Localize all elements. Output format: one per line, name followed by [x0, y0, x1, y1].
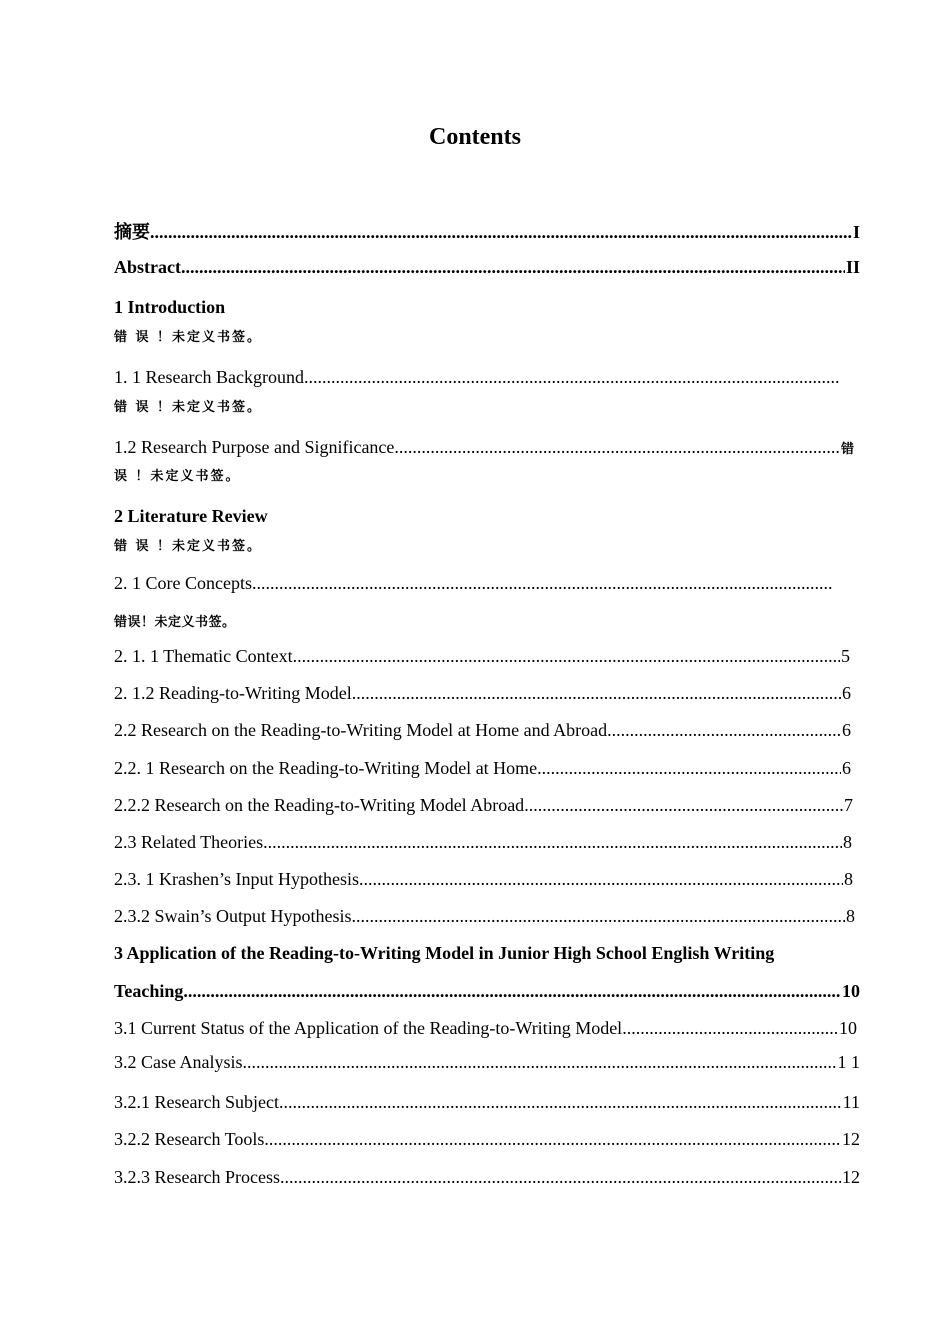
toc-entry-2-2-2[interactable] — [114, 795, 853, 819]
leader-dots — [293, 646, 840, 667]
toc-page-number: 10 — [839, 1018, 857, 1038]
toc-entry-3-2-1[interactable] — [114, 1092, 860, 1116]
toc-page-number: 6 — [842, 720, 851, 740]
leader-dots — [280, 1167, 841, 1188]
toc-entry-label: 2.2 Research on the Reading-to-Writing Model at Home and Abroad — [114, 720, 608, 740]
leader-dots — [181, 257, 845, 278]
toc-entry-label: 3.2 Case Analysis — [114, 1052, 243, 1072]
toc-entry-2-3-1[interactable] — [114, 869, 853, 893]
toc-page-number: 5 — [841, 646, 850, 666]
toc-page-number: 6 — [842, 683, 851, 703]
leader-dots — [263, 832, 842, 853]
leader-dots — [607, 720, 841, 741]
toc-page-number: 8 — [844, 869, 853, 889]
leader-dots — [183, 981, 841, 1002]
toc-page-number: 12 — [842, 1167, 860, 1187]
leader-dots — [150, 222, 852, 242]
toc-entry-label: 2.3. 1 Krashen’s Input Hypothesis — [114, 869, 359, 889]
toc-entry-label: 2.2. 1 Research on the Reading-to-Writing Model at Home — [114, 758, 538, 778]
leader-dots — [352, 906, 845, 927]
toc-page-number: 错 — [840, 442, 854, 457]
toc-entry-2-1[interactable] — [114, 573, 832, 597]
toc-page-number: 1 1 — [837, 1052, 860, 1072]
toc-entry-label: 2 Literature Review — [114, 506, 268, 526]
toc-entry-label: 1 Introduction — [114, 297, 226, 317]
toc-entry-3-2-2[interactable] — [114, 1129, 860, 1153]
toc-entry-label: 2. 1.2 Reading-to-Writing Model — [114, 683, 352, 703]
toc-page-number: I — [852, 222, 860, 242]
bookmark-error-text: 误 ！未定义书签。 — [114, 469, 241, 484]
leader-dots — [622, 1018, 838, 1039]
toc-entry-label: Abstract — [114, 257, 181, 277]
toc-entry-chapter-1[interactable] — [114, 297, 860, 321]
toc-page-number: 8 — [843, 832, 852, 852]
toc-page-number: II — [845, 257, 860, 277]
toc-entry-chapter-2[interactable] — [114, 506, 860, 530]
toc-entry-2-2[interactable] — [114, 720, 851, 744]
leader-dots — [537, 758, 841, 779]
toc-entry-1-1[interactable] — [114, 367, 840, 391]
leader-dots — [359, 869, 843, 890]
bookmark-error-text: 错误！未定义书签。 — [114, 615, 236, 630]
toc-entry-3-2-3[interactable] — [114, 1167, 860, 1191]
toc-entry-2-3-2[interactable] — [114, 906, 855, 930]
leader-dots — [304, 367, 840, 388]
toc-entry-label: Teaching — [114, 981, 184, 1001]
toc-entry-label: 1. 1 Research Background — [114, 367, 304, 387]
toc-page-number: 12 — [842, 1129, 860, 1149]
leader-dots — [264, 1129, 841, 1150]
toc-entry-label: 2. 1. 1 Thematic Context — [114, 646, 293, 666]
toc-entry-2-2-1[interactable] — [114, 758, 851, 782]
toc-entry-2-1-1[interactable] — [114, 646, 850, 670]
toc-page-number: 11 — [842, 1092, 860, 1112]
toc-entry-3-1[interactable] — [114, 1018, 857, 1042]
toc-entry-1-2[interactable] — [114, 437, 854, 461]
toc-entry-label: 摘要 — [114, 222, 150, 242]
toc-entry-label: 2. 1 Core Concepts — [114, 573, 252, 593]
toc-entry-label: 3.2.1 Research Subject — [114, 1092, 279, 1112]
toc-entry-abstract-cn[interactable] — [114, 218, 860, 242]
bookmark-error-text: 错 误 ！未定义书签。 — [114, 539, 263, 554]
toc-page-number: 10 — [842, 981, 860, 1001]
toc-page-number: 6 — [842, 758, 851, 778]
toc-entry-label: 2.3 Related Theories — [114, 832, 264, 852]
toc-entry-label: 1.2 Research Purpose and Significance — [114, 437, 395, 457]
toc-entry-2-1-2[interactable] — [114, 683, 851, 707]
toc-entry-abstract[interactable] — [114, 257, 860, 281]
leader-dots — [252, 573, 832, 594]
toc-entry-label: 3 Application of the Reading-to-Writing Model in Junior High School English Writing — [114, 943, 775, 963]
toc-entry-label: 2.3.2 Swain’s Output Hypothesis — [114, 906, 352, 926]
bookmark-error-text: 错 误 ！未定义书签。 — [114, 330, 263, 345]
leader-dots — [394, 437, 840, 458]
toc-entry-chapter-3-cont[interactable] — [114, 981, 860, 1005]
toc-page-number: 8 — [846, 906, 855, 926]
toc-entry-2-3[interactable] — [114, 832, 852, 856]
toc-entry-label: 2.2.2 Research on the Reading-to-Writing Model Abroad — [114, 795, 525, 815]
leader-dots — [243, 1052, 837, 1073]
leader-dots — [279, 1092, 842, 1113]
toc-page-number: 7 — [844, 795, 853, 815]
toc-entry-chapter-3[interactable] — [114, 943, 860, 967]
leader-dots — [524, 795, 843, 816]
bookmark-error-text: 错 误 ！未定义书签。 — [114, 400, 263, 415]
page-title: Contents — [428, 124, 521, 150]
toc-entry-label: 3.2.2 Research Tools — [114, 1129, 265, 1149]
toc-entry-label: 3.2.3 Research Process — [114, 1167, 280, 1187]
toc-entry-label: 3.1 Current Status of the Application of the Reading-to-Writing Model — [114, 1018, 623, 1038]
leader-dots — [352, 683, 841, 704]
toc-entry-3-2[interactable] — [114, 1052, 860, 1076]
